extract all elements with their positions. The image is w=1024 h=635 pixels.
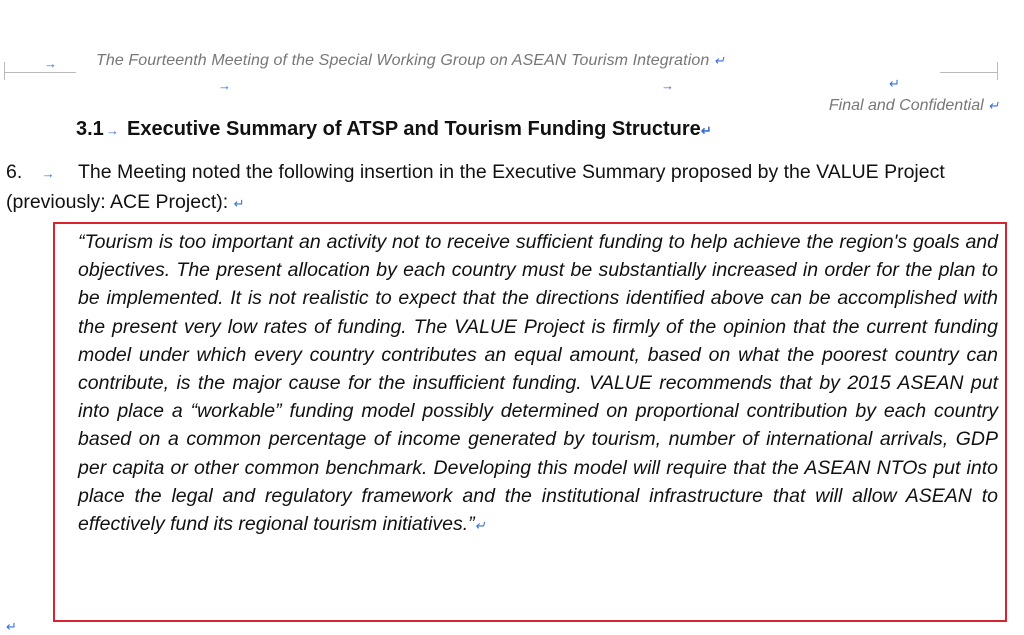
section-number: 3.1 bbox=[76, 118, 104, 140]
header-rule-left bbox=[4, 72, 76, 73]
tab-mark-icon: → bbox=[218, 78, 231, 93]
return-mark-icon: ↵ bbox=[474, 518, 486, 534]
confidentiality-label[interactable] bbox=[829, 97, 999, 115]
paragraph-6[interactable] bbox=[6, 158, 998, 218]
return-mark-icon: ↵ bbox=[713, 53, 725, 68]
return-mark-icon: ↵ bbox=[6, 619, 17, 634]
return-mark-icon: ↵ bbox=[700, 123, 712, 138]
section-title: Executive Summary of ATSP and Tourism Funding Structure bbox=[127, 118, 701, 140]
header-corner-right bbox=[997, 62, 998, 80]
header-title-text: The Fourteenth Meeting of the Special Working Group on ASEAN Tourism Integration bbox=[96, 52, 710, 69]
paragraph-text: The Meeting noted the following insertion in the Executive Summary proposed by the VALUE Project (previously: ACE Project): bbox=[6, 161, 945, 213]
tab-mark-icon: → bbox=[661, 78, 674, 93]
tab-mark-icon: → bbox=[44, 56, 57, 71]
quote-text: “Tourism is too important an activity not to receive sufficient funding to help achieve the region's goals and objectives. The present allocation by each country must be substantially increased in order for the plan to be implemented. It is not realistic to expect that the directions identified above can be accomplished with the present very low rates of funding. The VALUE Project is firmly of the opinion that the current funding model under which every country contributes an equal amount, based on what the poorest country can contribute, is the major cause for the insufficient funding. VALUE recommends that by 2015 ASEAN put into place a “workable” funding model possibly determined on proportional contribution by each country based on a common percentage of income generated by tourism, number of international arrivals, GDP per capita or other common benchmark. Developing this model will require that the ASEAN NTOs put into place the legal and regulatory framework and the institutional infrastructure that will allow ASEAN to effectively fund its regional tourism initiatives.” bbox=[78, 231, 998, 536]
header-corner-left bbox=[4, 62, 5, 80]
return-mark-icon: ↵ bbox=[233, 196, 245, 211]
running-header[interactable] bbox=[96, 52, 725, 70]
tab-mark-icon: → bbox=[106, 123, 119, 138]
return-mark-icon: ↵ bbox=[988, 98, 999, 113]
return-mark-icon: ↵ bbox=[889, 76, 900, 91]
header-rule-right bbox=[940, 72, 997, 73]
quote-paragraph[interactable] bbox=[78, 228, 998, 540]
confidentiality-text: Final and Confidential bbox=[828, 97, 984, 114]
section-heading[interactable] bbox=[76, 118, 712, 141]
paragraph-number: 6. → bbox=[6, 161, 55, 183]
tab-mark-icon: → bbox=[41, 166, 55, 181]
